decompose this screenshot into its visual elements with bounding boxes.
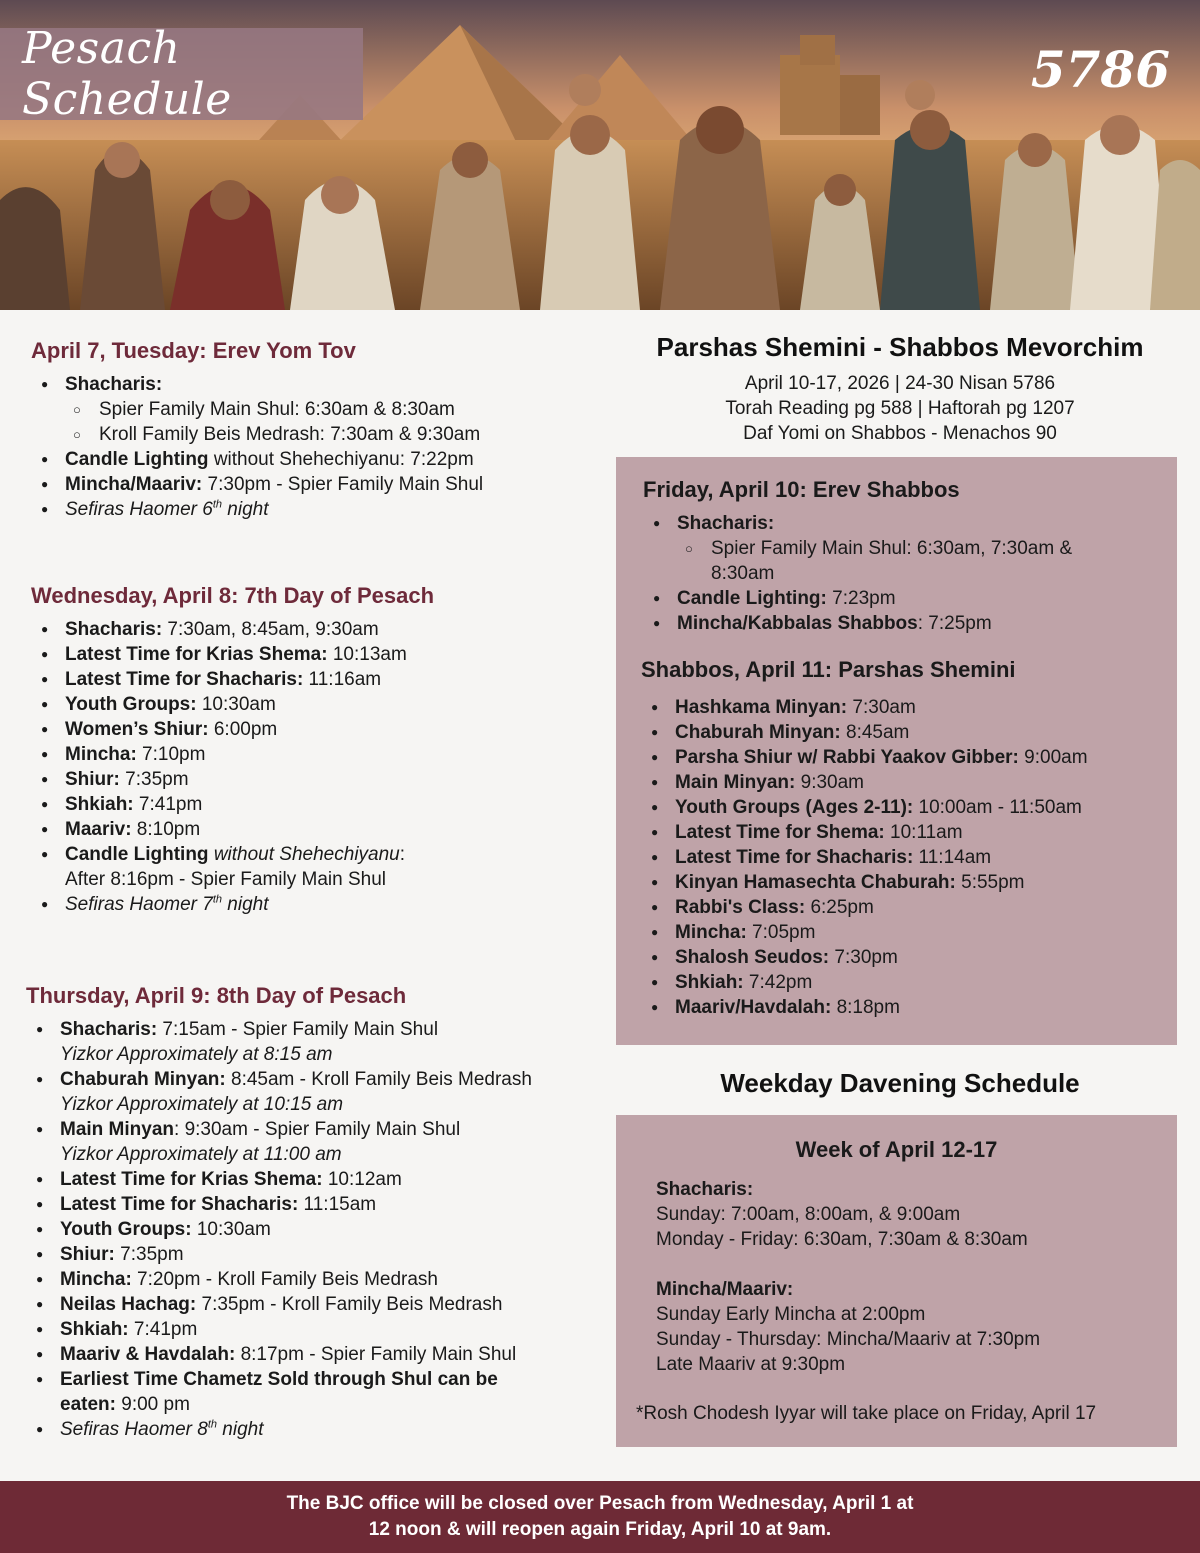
section-heading: April 7, Tuesday: Erev Yom Tov [31, 338, 356, 363]
shacharis-label: Shacharis: [656, 1179, 754, 1200]
list-item: ● Latest Time for Shema: 10:11am [641, 820, 1171, 845]
footer-line: 12 noon & will reopen again Friday, April 10 at 9am. [368, 1519, 832, 1540]
parsha-title: Parshas Shemini - Shabbos Mevorchim [656, 332, 1144, 362]
list-item: ● Sefiras Haomer 7th night [31, 892, 591, 917]
header-banner [0, 0, 1200, 310]
city-ruins [780, 55, 840, 135]
office-closure-footer [0, 1481, 1200, 1553]
list-item: ● Latest Time for Shacharis: 11:16am [31, 667, 591, 692]
list-item: ● Hashkama Minyan: 7:30am [641, 695, 1171, 720]
list-item: ● Kinyan Hamasechta Chaburah: 5:55pm [641, 870, 1171, 895]
sub-item: ○ Spier Family Main Shul: 6:30am & 8:30am [65, 397, 591, 422]
mincha-line: Sunday Early Mincha at 2:00pm [656, 1304, 926, 1325]
shacharis-line: Monday - Friday: 6:30am, 7:30am & 8:30am [656, 1229, 1028, 1250]
list-item: ● Shalosh Seudos: 7:30pm [641, 945, 1171, 970]
list-item: ● Mincha: 7:05pm [641, 920, 1171, 945]
list-item: ● Chaburah Minyan: 8:45am [641, 720, 1171, 745]
shabbos-panel [616, 457, 1177, 1045]
list-item: ● Candle Lighting: 7:23pm [643, 586, 1173, 611]
list-item: ● Shacharis: 7:15am - Spier Family Main Shul Yizkor Approximately at 8:15 am [26, 1017, 596, 1067]
list-item: ● Latest Time for Krias Shema: 10:13am [31, 642, 591, 667]
list-item: ● Youth Groups: 10:30am [26, 1217, 596, 1242]
section-shabbos [641, 657, 1171, 1020]
mincha-line: Late Maariv at 9:30pm [656, 1354, 846, 1375]
list-item: ● Mincha/Maariv: 7:30pm - Spier Family Main Shul [31, 472, 591, 497]
left-column [0, 310, 600, 1480]
list-item: ● Shkiah: 7:41pm [31, 792, 591, 817]
shacharis-line: Sunday: 7:00am, 8:00am, & 9:00am [656, 1204, 961, 1225]
title-banner [0, 23, 363, 125]
list-item: ● Youth Groups: 10:30am [31, 692, 591, 717]
list-item: ● Main Minyan: 9:30am - Spier Family Main Shul Yizkor Approximately at 11:00 am [26, 1117, 596, 1167]
list-item: ● Latest Time for Shacharis: 11:15am [26, 1192, 596, 1217]
list-item: ● Parsha Shiur w/ Rabbi Yaakov Gibber: 9:00am [641, 745, 1171, 770]
parsha-reading: Torah Reading pg 588 | Haftorah pg 1207 [725, 398, 1075, 419]
right-column [600, 310, 1200, 1480]
weekday-times [656, 1177, 1166, 1377]
list-item: ● Shiur: 7:35pm [31, 767, 591, 792]
parsha-dates: April 10-17, 2026 | 24-30 Nisan 5786 [744, 373, 1056, 394]
list-item: ● Shkiah: 7:41pm [26, 1317, 596, 1342]
list-item: ● Rabbi's Class: 6:25pm [641, 895, 1171, 920]
week-heading: Week of April 12-17 [795, 1137, 998, 1162]
list-item: ● Candle Lighting without Shehechiyanu: 7:22pm [31, 447, 591, 472]
section-april-8 [31, 583, 591, 917]
mincha-line: Sunday - Thursday: Mincha/Maariv at 7:30pm [656, 1329, 1041, 1350]
list-item: ● Youth Groups (Ages 2-11): 10:00am - 11:50am [641, 795, 1171, 820]
section-heading: Shabbos, April 11: Parshas Shemini [641, 657, 1016, 682]
list-item: ● Chaburah Minyan: 8:45am - Kroll Family Beis Medrash Yizkor Approximately at 10:15 am [26, 1067, 596, 1117]
list-item: ● Shacharis: ○ Spier Family Main Shul: 6:30am, 7:30am & 8:30am [643, 511, 1173, 586]
list-item: ● Shacharis: 7:30am, 8:45am, 9:30am [31, 617, 591, 642]
sub-item: ○ Kroll Family Beis Medrash: 7:30am & 9:30am [65, 422, 591, 447]
yizkor-note: Yizkor Approximately at 8:15 am [60, 1044, 333, 1065]
section-april-7 [31, 338, 591, 522]
weekday-title: Weekday Davening Schedule [720, 1068, 1080, 1098]
yizkor-note: Yizkor Approximately at 11:00 am [60, 1144, 342, 1165]
list-item: ● Latest Time for Krias Shema: 10:12am [26, 1167, 596, 1192]
list-item: ● Sefiras Haomer 6th night [31, 497, 591, 522]
list-item: ● Shacharis: ○ Spier Family Main Shul: 6:30am & 8:30am ○ Kroll Family Beis Medrash: 7:30am & 9:30am [31, 372, 591, 447]
candle-after-note: After 8:16pm - Spier Family Main Shul [65, 869, 387, 890]
sub-item: ○ Spier Family Main Shul: 6:30am, 7:30am & 8:30am [677, 536, 1173, 586]
section-heading: Friday, April 10: Erev Shabbos [643, 477, 960, 502]
list-item: ● Mincha: 7:10pm [31, 742, 591, 767]
year-label: 5786 [1030, 40, 1170, 99]
parsha-daf-yomi: Daf Yomi on Shabbos - Menachos 90 [743, 423, 1057, 444]
list-item: ● Neilas Hachag: 7:35pm - Kroll Family Beis Medrash [26, 1292, 596, 1317]
section-heading: Thursday, April 9: 8th Day of Pesach [26, 983, 407, 1008]
list-item: ● Shiur: 7:35pm [26, 1242, 596, 1267]
rosh-chodesh-note: *Rosh Chodesh Iyyar will take place on Friday, April 17 [636, 1403, 1097, 1424]
list-item: ● Earliest Time Chametz Sold through Shul can be eaten: 9:00 pm [26, 1367, 596, 1417]
mincha-label: Mincha/Maariv: [656, 1279, 794, 1300]
list-item: ● Women’s Shiur: 6:00pm [31, 717, 591, 742]
section-friday [643, 477, 1173, 636]
list-item: ● Mincha/Kabbalas Shabbos: 7:25pm [643, 611, 1173, 636]
list-item: ● Candle Lighting without Shehechiyanu: After 8:16pm - Spier Family Main Shul [31, 842, 591, 892]
footer-line: The BJC office will be closed over Pesach from Wednesday, April 1 at [286, 1493, 914, 1514]
list-item: ● Mincha: 7:20pm - Kroll Family Beis Medrash [26, 1267, 596, 1292]
list-item: ● Maariv: 8:10pm [31, 817, 591, 842]
list-item: ● Maariv & Havdalah: 8:17pm - Spier Family Main Shul [26, 1342, 596, 1367]
weekday-panel [616, 1115, 1177, 1447]
parsha-header [600, 332, 1200, 446]
section-heading: Wednesday, April 8: 7th Day of Pesach [31, 583, 435, 608]
list-item: ● Shkiah: 7:42pm [641, 970, 1171, 995]
list-item: ● Sefiras Haomer 8th night [26, 1417, 596, 1442]
list-item: ● Latest Time for Shacharis: 11:14am [641, 845, 1171, 870]
page-title: Pesach Schedule [22, 23, 232, 125]
list-item: ● Main Minyan: 9:30am [641, 770, 1171, 795]
section-april-9 [26, 983, 596, 1442]
list-item: ● Maariv/Havdalah: 8:18pm [641, 995, 1171, 1020]
yizkor-note: Yizkor Approximately at 10:15 am [60, 1094, 344, 1115]
